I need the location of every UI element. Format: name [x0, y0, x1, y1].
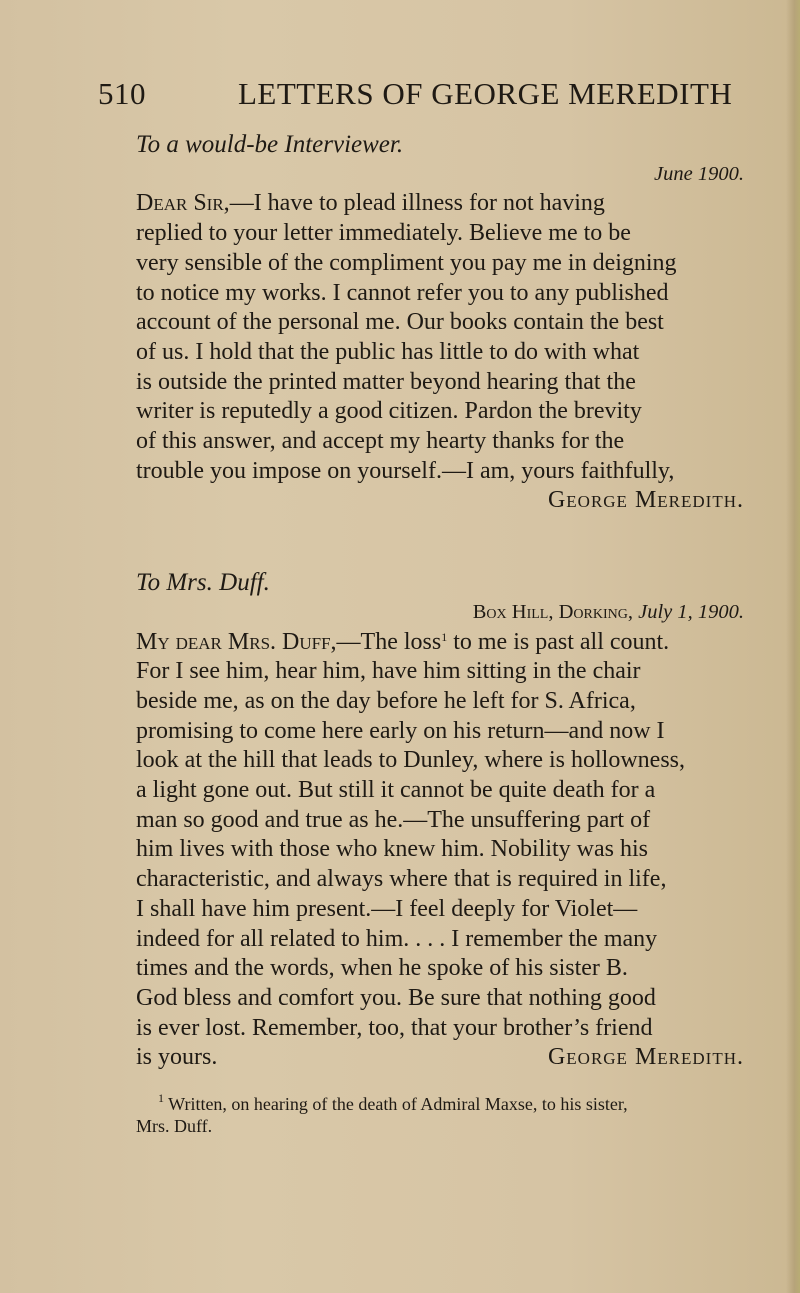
- footnote-marker: 1: [441, 629, 448, 644]
- letter-place-date: Box Hill, Dorking, July 1, 1900.: [472, 600, 744, 623]
- letter-heading: To a would-be Interviewer.: [136, 131, 404, 158]
- footnote: $^1$ Written, on hearing of the death of Admiral Maxse, to his sister, Mrs. Duff.: [136, 1091, 628, 1137]
- salutation: My dear Mrs. Duff,: [136, 628, 337, 655]
- letter-body: My dear Mrs. Duff,—The loss$^1$ to me is past all count. For I see him, hear him, have him sitting in the chair beside me, as on the day before he left for S. Africa, promising to come here early on his return—and now I look at the hill that leads to Dunley, where is hollowness, a light gone out. But still it cannot be quite death for a man so good and true as he.—The unsuffering part of him lives with those who knew him. Nobility was his characteristic, and always where that is required in life, I shall have him present.—I feel deeply for Violet— indeed for all related to him. . . . I remember the many times and the words, when he spoke of his sister B. God bless and comfort you. Be sure that nothing good is ever lost. Remember, too, that your brother’s friend is yours. George Meredith.: [136, 628, 756, 1074]
- letter-date: June 1900.: [654, 162, 744, 185]
- page-number: 510: [98, 76, 146, 111]
- signature: George Meredith.: [547, 487, 744, 514]
- page-content: [136, 130, 756, 1137]
- book-title: LETTERS OF GEORGE MEREDITH: [238, 76, 733, 111]
- signature: George Meredith.: [547, 1044, 744, 1071]
- letter-body: Dear Sir,—I have to plead illness for not having replied to your letter immediately. Believe me to be very sensible of the compliment you pay me in deigning to notice my works. I cannot refer you to any published account of the personal me. Our books contain the best of us. I hold that the public has little to do with what is outside the printed matter beyond hearing that the writer is reputedly a good citizen. Pardon the brevity of this answer, and accept my hearty thanks for the trouble you impose on yourself.—I am, yours faithfully,: [136, 190, 677, 484]
- letter-heading: To Mrs. Duff.: [136, 569, 270, 597]
- salutation: Dear Sir,: [136, 190, 230, 217]
- page-edge-shading: [786, 0, 800, 1293]
- footnote-number: 1: [158, 1091, 164, 1106]
